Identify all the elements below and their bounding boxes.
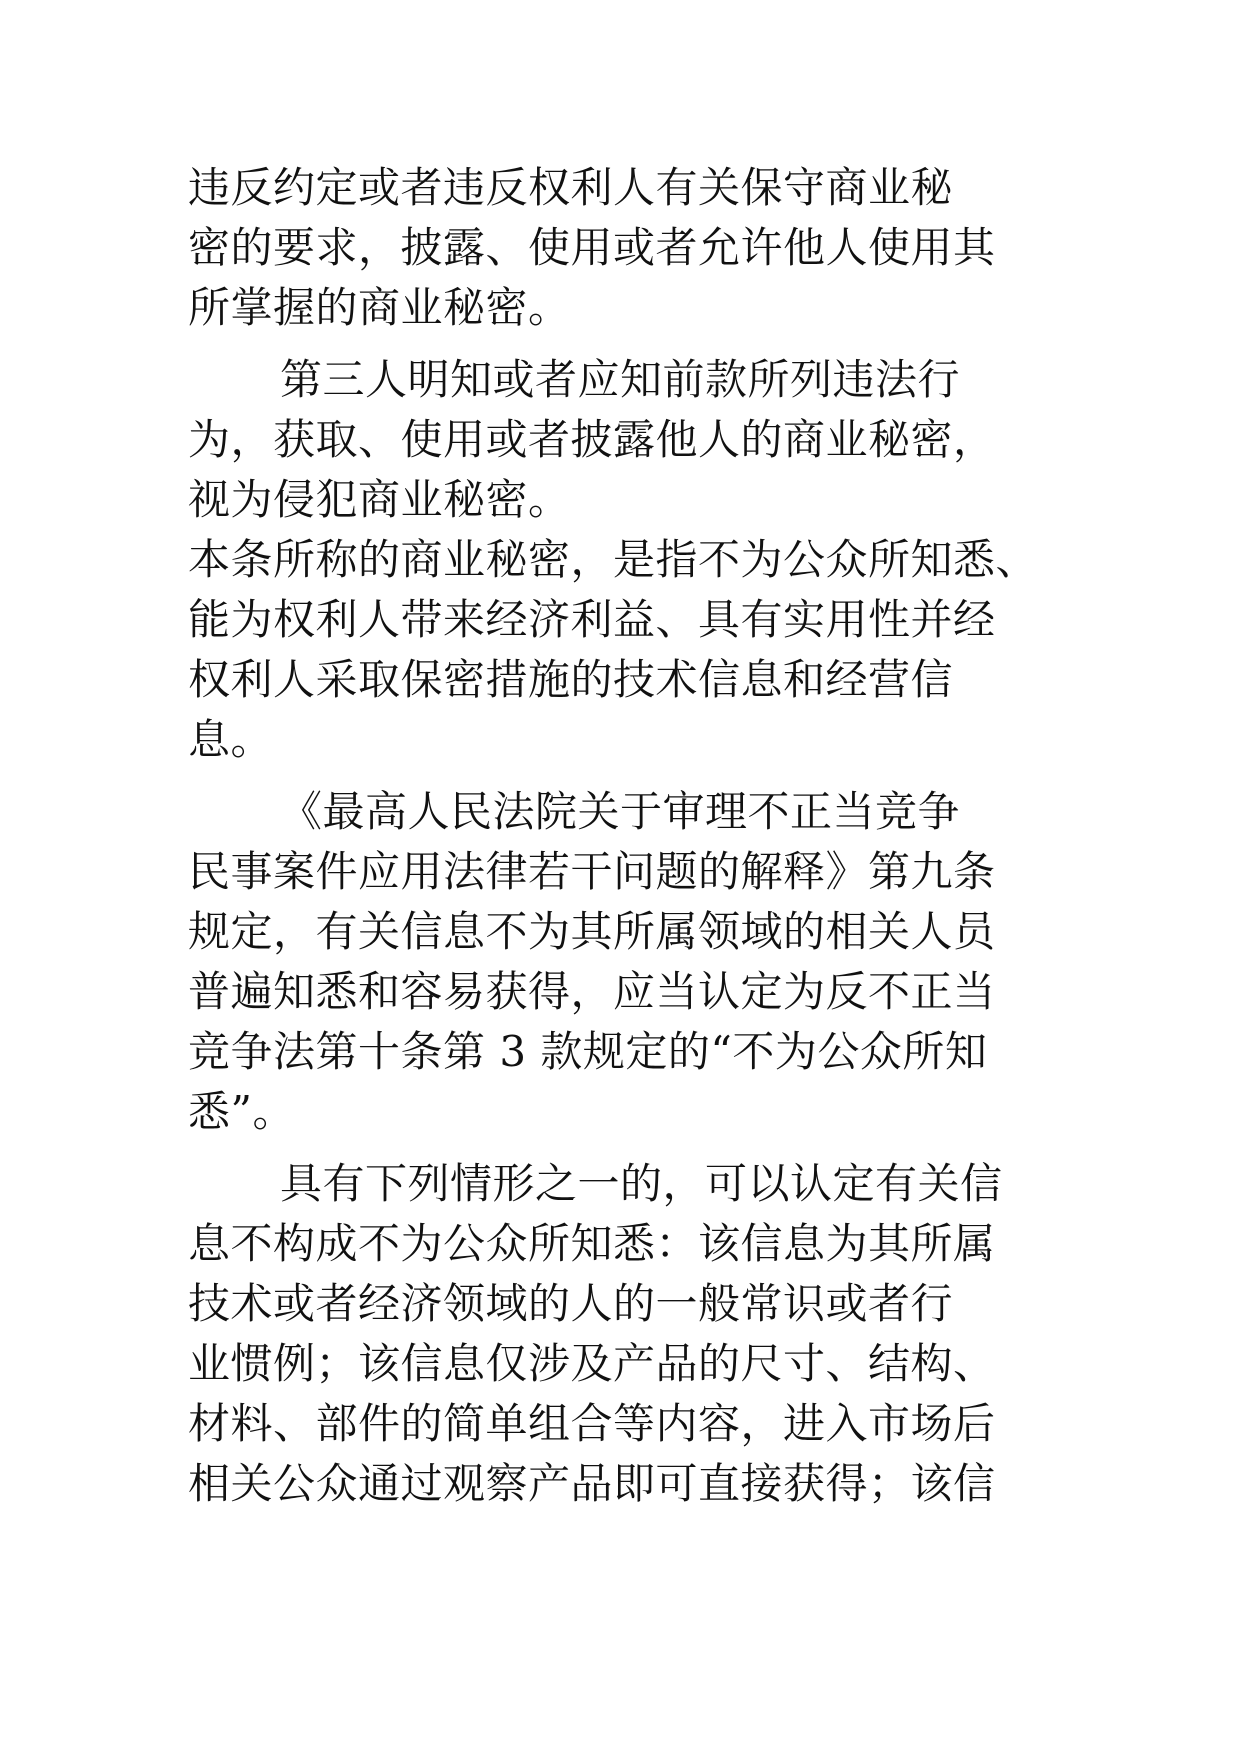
text-line: 具有下列情形之一的，可以认定有关信 xyxy=(280,1159,1003,1208)
text-line: 业惯例；该信息仅涉及产品的尺寸、结构、 xyxy=(188,1339,996,1388)
text-line: 本条所称的商业秘密，是指不为公众所知悉、 xyxy=(188,535,1039,584)
text-line: 材料、部件的简单组合等内容，进入市场后 xyxy=(188,1399,996,1448)
text-line: 权利人采取保密措施的技术信息和经营信 xyxy=(188,655,954,704)
text-line: 能为权利人带来经济利益、具有实用性并经 xyxy=(188,595,996,644)
text-line: 为，获取、使用或者披露他人的商业秘密， xyxy=(188,415,996,464)
text-line: 民事案件应用法律若干问题的解释》第九条 xyxy=(188,847,996,896)
text-line: 普遍知悉和容易获得，应当认定为反不正当 xyxy=(188,967,996,1016)
text-line: 悉”。 xyxy=(188,1087,295,1136)
text-line: 相关公众通过观察产品即可直接获得；该信 xyxy=(188,1459,996,1508)
text-line: 第三人明知或者应知前款所列违法行 xyxy=(280,355,961,404)
text-line: 违反约定或者违反权利人有关保守商业秘 xyxy=(188,163,954,212)
text-line: 技术或者经济领域的人的一般常识或者行 xyxy=(188,1279,954,1328)
text-line: 视为侵犯商业秘密。 xyxy=(188,475,571,524)
document-body xyxy=(188,158,1088,1514)
paragraph-gap xyxy=(188,1142,1088,1154)
text-line: 息。 xyxy=(188,715,274,764)
text-line: 规定，有关信息不为其所属领域的相关人员 xyxy=(188,907,996,956)
text-line: 竞争法第十条第 3 款规定的“不为公众所知 xyxy=(188,1027,988,1076)
paragraph-gap xyxy=(188,338,1088,350)
paragraph-gap xyxy=(188,770,1088,782)
text-line: 所掌握的商业秘密。 xyxy=(188,283,571,332)
text-line: 《最高人民法院关于审理不正当竞争 xyxy=(280,787,961,836)
text-line: 密的要求，披露、使用或者允许他人使用其 xyxy=(188,223,996,272)
text-line: 息不构成不为公众所知悉：该信息为其所属 xyxy=(188,1219,996,1268)
